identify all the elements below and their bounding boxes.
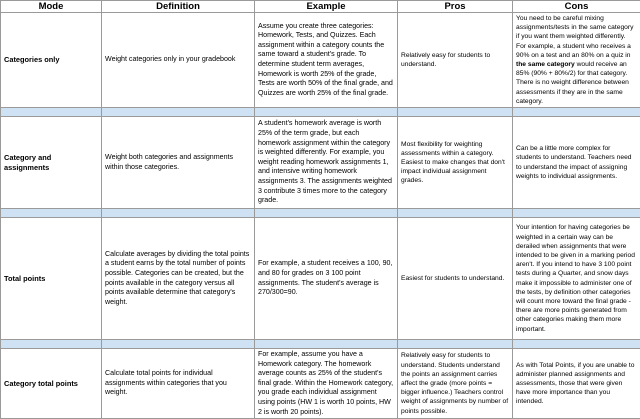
separator-row <box>1 340 640 349</box>
header-example: Example <box>255 1 398 13</box>
table-row <box>1 349 640 419</box>
definition-cell: Calculate total points for individual assignments within categories that you weight. <box>102 349 255 419</box>
example-cell: Assume you create three categories: Homework, Tests, and Quizzes. Each assignment within a category counts the same toward a student's grade. To determine student term averages, Homework is worth 25% of the grade, Tests are worth 50% of the final grade, and Quizzes are worth 25% of the final grade. <box>255 13 398 108</box>
definition-cell: Weight categories only in your gradebook <box>102 13 255 108</box>
table-row <box>1 218 640 340</box>
mode-cell: Total points <box>1 218 102 340</box>
mode-cell: Categories only <box>1 13 102 108</box>
header-mode: Mode <box>1 1 102 13</box>
cons-text-end: would receive an 85% (90% + 80%/2) for that category. There is no weight difference between assessments if they are in the same category. <box>516 61 629 105</box>
pros-cell: Most flexibility for weighting assessments within a category. Easiest to make changes that don't impact individual assignment grades. <box>398 117 513 209</box>
cons-cell: Can be a little more complex for students to understand. Teachers need to understand the impact of assigning weights to individual assignments. <box>513 117 640 209</box>
definition-cell: Weight both categories and assignments within those categories. <box>102 117 255 209</box>
mode-cell: Category total points <box>1 349 102 419</box>
separator-row <box>1 209 640 218</box>
example-cell: A student's homework average is worth 25% of the term grade, but each homework assignment within the category is weighted differently. For example, you weight reading homework assignments 1, and intensive writing homework assignments 3. The assignments weighted 3 contribute 3 times more to the category grade. <box>255 117 398 209</box>
pros-cell: Relatively easy for students to understand. <box>398 13 513 108</box>
separator-row <box>1 108 640 117</box>
header-row <box>1 1 640 13</box>
cons-cell: Your intention for having categories be weighted in a certain way can be derailed when assignments that were intended to be given in a marking period aren't. If you intend to have 3 100 point tests during a Quarter, and snow days make it impossible to administer one of the tests, by definition other categories will count more toward the final grade - there are more points generated from other categories making them more important. <box>513 218 640 340</box>
header-definition: Definition <box>102 1 255 13</box>
example-cell: For example, assume you have a Homework category. The homework average counts as 25% of the student's final grade. Within the Homework category, you grade each individual assignment using points (HW 1 is worth 10 points, HW 2 is worth 20 points). <box>255 349 398 419</box>
cons-emphasis: the same category <box>516 61 575 68</box>
pros-cell: Relatively easy for students to understand. Students understand the points an assignment carries affect the grade (more points = bigger influence.) Teachers control weight of assignments by number of points possible. <box>398 349 513 419</box>
example-cell: For example, a student receives a 100, 90, and 80 for grades on 3 100 point assignments. The student's average is 270/300=90. <box>255 218 398 340</box>
header-pros: Pros <box>398 1 513 13</box>
pros-cell: Easiest for students to understand. <box>398 218 513 340</box>
table-row <box>1 117 640 209</box>
mode-cell: Category and assignments <box>1 117 102 209</box>
cons-text: You need to be careful mixing assignments/tests in the same category if you want them weighted differently. For example, a student who receives a 90% on a test and an 80% on a quiz in <box>516 15 633 59</box>
definition-cell: Calculate averages by dividing the total points a student earns by the total number of points possible. Categories can be created, but the points available in the category versus all points available determine that category's weight. <box>102 218 255 340</box>
cons-cell <box>513 13 640 108</box>
cons-cell: As with Total Points, if you are unable to administer planned assignments and assessments, those that were given have more importance than you intended. <box>513 349 640 419</box>
header-cons: Cons <box>513 1 640 13</box>
table-row <box>1 13 640 108</box>
